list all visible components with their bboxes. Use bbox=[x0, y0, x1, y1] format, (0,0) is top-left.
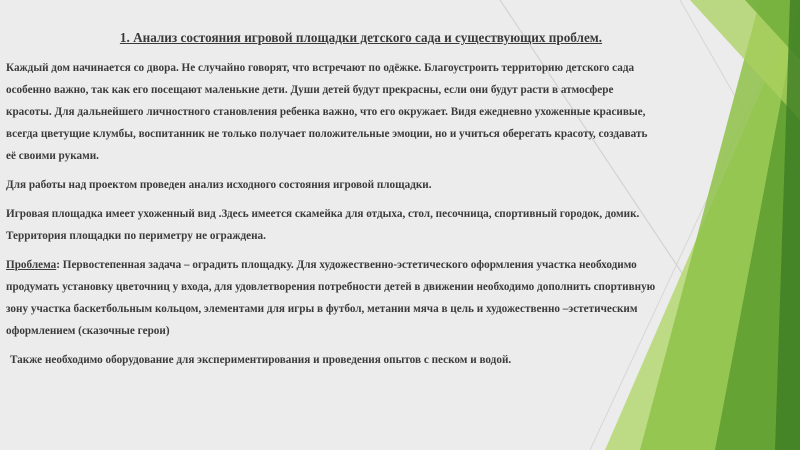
text-line: красоты. Для дальнейшего личностного становления ребенка важно, что его окружает. Видя ежедневно ухоженные красивые, bbox=[6, 106, 646, 118]
text-line: зону участка баскетбольным кольцом, элементами для игры в футбол, метании мяча в цель и художественно –эстетическим bbox=[6, 303, 638, 315]
paragraph-equipment: Также необходимо оборудование для экспериментирования и проведения опытов с песком и водой. bbox=[10, 354, 512, 366]
text-line: Каждый дом начинается со двора. Не случайно говорят, что встречают по одёжке. Благоустроить территорию детского сада bbox=[6, 62, 635, 74]
text-line: оформлением (сказочные герои) bbox=[6, 325, 170, 337]
text-line: её своими руками. bbox=[6, 150, 99, 162]
text-line bbox=[6, 254, 776, 276]
problem-label: Проблема bbox=[6, 259, 57, 271]
paragraph-analysis: Для работы над проектом проведен анализ исходного состояния игровой площадки. bbox=[6, 179, 432, 191]
text-line: Игровая площадка имеет ухоженный вид .Здесь имеется скамейка для отдыха, стол, песочница, спортивный городок, домик. bbox=[6, 208, 640, 220]
slide-content bbox=[6, 28, 776, 378]
text-line: особенно важно, так как его посещают маленькие дети. Души детей будут прекрасны, если они будут расти в атмосфере bbox=[6, 84, 614, 96]
paragraph-playground bbox=[6, 203, 776, 247]
text-line: Территория площадки по периметру не ограждена. bbox=[6, 230, 266, 242]
slide-title: 1. Анализ состояния игровой площадки детского сада и существующих проблем. bbox=[119, 30, 603, 45]
text-line: всегда цветущие клумбы, воспитанник не только получает положительные эмоции, но и учиться оберегать красоту, создавать bbox=[6, 128, 648, 140]
paragraph-problem bbox=[6, 254, 776, 342]
paragraph-intro bbox=[6, 57, 776, 167]
text-line: продумать установку цветочниц у входа, для удовлетворения потребности детей в движении необходимо дополнить спортивную bbox=[6, 281, 656, 293]
problem-text: : Первостепенная задача – оградить площадку. Для художественно-эстетического оформления участка необходимо bbox=[56, 259, 637, 271]
